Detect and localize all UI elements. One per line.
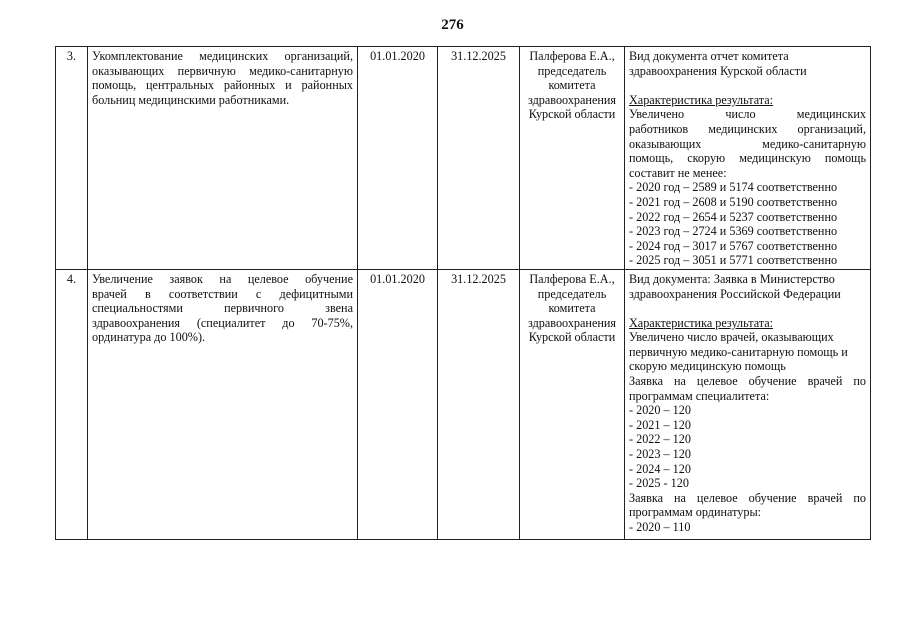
result-line: составит не менее: <box>629 165 727 180</box>
result-line: скорую медицинскую помощь <box>629 359 786 374</box>
responsible-line: Курской области <box>528 330 616 345</box>
result-line: помощь, скорую медицинскую помощь <box>629 151 866 166</box>
start-date: 01.01.2020 <box>358 47 438 270</box>
result-line: Увеличено число врачей, оказывающих <box>629 330 834 345</box>
task-line: оказывающих первичную медико-санитарную <box>92 63 353 78</box>
page-number: 276 <box>441 17 464 33</box>
end-date: 31.12.2025 <box>438 47 520 270</box>
row-number: 3. <box>56 47 88 270</box>
result-title: Характеристика результата: <box>629 92 774 107</box>
document-type-line: здравоохранения Курской области <box>629 63 807 78</box>
task-line: врачей в соответствии с дефицитными <box>92 286 353 301</box>
result-description <box>625 269 871 539</box>
responsible-line: Палферова Е.А., <box>529 49 615 63</box>
residency-request-line: Заявка на целевое обучение врачей по <box>629 490 866 505</box>
result-line: Увеличено число медицинских <box>629 107 866 122</box>
document-type-line: Вид документа отчет комитета <box>629 49 789 63</box>
residency-item: - 2020 – 110 <box>629 520 691 534</box>
responsible-line: председатель <box>537 63 607 78</box>
responsible-person <box>520 269 625 539</box>
responsible-line: Палферова Е.А., <box>529 271 615 286</box>
responsible-line: комитета <box>548 78 596 93</box>
responsible-line: председатель <box>537 286 607 301</box>
specialty-request-line: Заявка на целевое обучение врачей по <box>629 374 866 389</box>
table-row <box>56 47 871 270</box>
specialty-item: - 2022 – 120 <box>629 432 691 447</box>
specialty-item: - 2021 – 120 <box>629 417 691 432</box>
result-item: - 2022 год – 2654 и 5237 соответственно <box>629 209 838 224</box>
task-line: здравоохранения (специалитет до 70-75%, <box>92 315 353 330</box>
specialty-item: - 2025 - 120 <box>629 476 689 491</box>
result-description <box>625 47 871 270</box>
result-title: Характеристика результата: <box>629 315 774 330</box>
task-line: Укомплектование медицинских организаций, <box>92 49 353 63</box>
responsible-person <box>520 47 625 270</box>
task-line: ординатура до 100%). <box>92 330 206 345</box>
residency-request-line: программам ординатуры: <box>629 505 762 520</box>
result-item: - 2025 год – 3051 и 5771 соответственно <box>629 253 838 268</box>
specialty-item: - 2020 – 120 <box>629 403 691 418</box>
result-item: - 2020 год – 2589 и 5174 соответственно <box>629 180 838 195</box>
responsible-line: здравоохранения <box>527 315 617 330</box>
task-line: больниц медицинскими работниками. <box>92 92 290 107</box>
end-date: 31.12.2025 <box>438 269 520 539</box>
specialty-item: - 2024 – 120 <box>629 461 691 476</box>
document-type-line: здравоохранения Российской Федерации <box>629 286 841 301</box>
task-line: Увеличение заявок на целевое обучение <box>92 271 353 286</box>
start-date: 01.01.2020 <box>358 269 438 539</box>
table-row <box>56 269 871 539</box>
result-item: - 2023 год – 2724 и 5369 соответственно <box>629 224 838 239</box>
result-line: работников медицинских организаций, <box>629 121 866 136</box>
specialty-item: - 2023 – 120 <box>629 447 691 462</box>
result-item: - 2024 год – 3017 и 5767 соответственно <box>629 238 838 253</box>
responsible-line: Курской области <box>528 107 616 122</box>
result-line: первичную медико-санитарную помощь и <box>629 344 848 359</box>
result-item: - 2021 год – 2608 и 5190 соответственно <box>629 194 838 209</box>
specialty-request-line: программам специалитета: <box>629 388 770 403</box>
task-description <box>88 269 358 539</box>
row-number: 4. <box>56 269 88 539</box>
action-plan-table <box>55 46 871 540</box>
responsible-line: комитета <box>548 301 596 316</box>
task-line: помощь, центральных районных и районных <box>92 78 353 93</box>
responsible-line: здравоохранения <box>527 92 617 107</box>
result-line: оказывающих медико-санитарную <box>629 136 866 151</box>
task-description <box>88 47 358 270</box>
task-line: специальностями первичного звена <box>92 301 353 316</box>
document-type-line: Вид документа: Заявка в Министерство <box>629 271 835 286</box>
